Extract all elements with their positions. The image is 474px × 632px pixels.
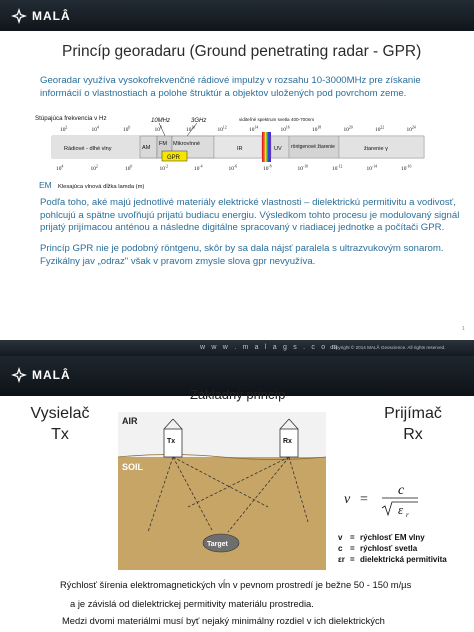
wavelength-tick-labels xyxy=(56,165,412,173)
svg-text:r: r xyxy=(406,511,409,519)
freq-tick: $10^8$ xyxy=(154,125,162,133)
band-gamma: žiarenie γ xyxy=(364,146,388,152)
transmitter-title: Vysielač xyxy=(30,405,90,422)
legend-eq: = xyxy=(350,533,355,542)
logo-emblem-icon xyxy=(10,366,28,384)
materials-paragraph: Podľa toho, aké majú jednotlivé materiály elektrické vlastnosti – dielektrickú permitivitu a vodivosť, pohlcujú a spätne uvoľňujú prijatú budiacu energiu. Výsledkom tohto procesu je modulovaný signál prijatý prijímacou anténou a následne digitálne spracovaný v riadiacej jednotke a počítači GPR. xyxy=(40,197,460,234)
freq-tick-labels xyxy=(60,126,416,134)
intro-paragraph: Georadar využíva vysokofrekvenčné rádiové impulzy v rozsahu 10-3000MHz pre získanie informácií o vlastnostiach a polohe štruktúr a objektov uložených pod povrchom zeme. xyxy=(40,75,421,99)
em-label: EM xyxy=(39,180,52,190)
receiver-abbr: Rx xyxy=(403,426,423,443)
wavelength-tick: $10^{-4}$ xyxy=(194,164,203,172)
wavelength-tick: $10^{-14}$ xyxy=(366,164,377,172)
legend-row xyxy=(338,543,447,554)
mark-3ghz: 3GHz xyxy=(191,118,207,124)
formula-eq: = xyxy=(360,492,368,507)
legend-row xyxy=(338,554,447,565)
freq-tick: $10^{18}$ xyxy=(312,125,322,133)
permittivity-dependency-text: a je závislá od dielektrickej permitivity materiálu prostredia. xyxy=(70,598,314,609)
receiver-title: Prijímač xyxy=(384,405,442,422)
freq-tick: $10^6$ xyxy=(123,125,131,133)
transmitter-label xyxy=(20,403,100,445)
wavelength-tick: $10^{-16}$ xyxy=(401,164,412,172)
band-xray: röntgenové žiarenie xyxy=(291,144,335,150)
freq-tick: $10^4$ xyxy=(91,125,99,133)
wavelength-tick: $10^2$ xyxy=(90,164,98,172)
legend-eq: = xyxy=(350,544,355,553)
legend-symbol: v xyxy=(338,533,343,542)
mala-logo-2 xyxy=(10,366,71,384)
air-label: AIR xyxy=(122,416,138,426)
formula-legend xyxy=(338,532,447,565)
top-bar xyxy=(0,0,474,31)
mark-10mhz: 10MHz xyxy=(151,118,171,124)
tx-antenna-label: Tx xyxy=(167,438,176,445)
receiver-label xyxy=(368,403,458,445)
transmitter-abbr: Tx xyxy=(51,426,69,443)
visible-spectrum-label: viditeľné spektrum svetla 400-700nm xyxy=(239,117,315,122)
wavelength-tick: $10^0$ xyxy=(125,164,133,172)
freq-tick: $10^{24}$ xyxy=(406,125,416,133)
materials-difference-text: Medzi dvomi materiálmi musí byť nejaký minimálny rozdiel v ich dielektrických xyxy=(62,615,385,626)
wavelength-tick: $10^{-12}$ xyxy=(332,164,343,172)
page-number: 1 xyxy=(462,326,465,332)
band-radio: Rádiové - dlhé vlny xyxy=(64,146,112,152)
freq-tick: $10^{16}$ xyxy=(280,125,290,133)
logo-emblem-icon xyxy=(10,7,28,25)
footer-url: w w w . m a l a g s . c o m xyxy=(200,344,340,351)
visible-spectrum-strip xyxy=(262,132,271,162)
velocity-formula xyxy=(338,478,448,520)
freq-tick: $10^{22}$ xyxy=(375,125,385,133)
wavelength-tick: $10^{-10}$ xyxy=(297,164,308,172)
slide-2-title: Základný princíp xyxy=(190,387,286,402)
freq-label: Stúpajúca frekvencia ν Hz xyxy=(35,115,107,122)
formula-den: ε xyxy=(398,502,404,517)
legend-eq: = xyxy=(350,555,355,564)
gpr-label: GPR xyxy=(167,155,181,161)
freq-tick: $10^{14}$ xyxy=(249,125,259,133)
band-uv: UV xyxy=(274,146,282,152)
formula-lhs: v xyxy=(344,492,351,507)
legend-desc: dielektrická permitivita xyxy=(360,555,447,564)
legend-desc: rýchlosť EM vlny xyxy=(360,533,425,542)
band-am: AM xyxy=(142,145,151,151)
freq-tick: $10^{20}$ xyxy=(343,125,353,133)
legend-desc: rýchlosť svetla xyxy=(360,544,418,553)
slide-2 xyxy=(0,340,474,632)
em-spectrum-figure xyxy=(34,112,434,194)
gpr-diagram xyxy=(118,412,326,570)
slide-1-title: Princíp georadaru (Ground penetrating radar - GPR) xyxy=(62,43,422,60)
soil-layer xyxy=(118,457,326,570)
wavelength-tick: $10^4$ xyxy=(56,164,64,172)
band-microwave: Mikrovlnné xyxy=(173,141,201,147)
formula-num: c xyxy=(398,483,405,498)
wavelength-label: Klesajúca vlnová dĺžka lamda (m) xyxy=(58,184,145,190)
velocity-range-text: Rýchlosť šírenia elektromagnetických vĺn v pevnom prostredí je bežne 50 - 150 m/µs xyxy=(60,579,412,590)
wavelength-tick: $10^{-8}$ xyxy=(263,164,272,172)
freq-tick: $10^2$ xyxy=(60,125,68,133)
band-ir: IR xyxy=(237,146,243,152)
mala-logo xyxy=(10,7,71,25)
footer-copyright: Copyright © 2014 MALÅ Geoscience. All rights reserved. xyxy=(330,345,446,350)
freq-tick: $10^{10}$ xyxy=(186,125,196,133)
logo-text: MALÂ xyxy=(32,9,71,23)
footer-bar xyxy=(0,340,474,356)
target-label: Target xyxy=(207,541,228,548)
legend-symbol: c xyxy=(338,544,343,553)
legend-row xyxy=(338,532,447,543)
legend-symbol: εr xyxy=(338,555,345,564)
wavelength-tick: $10^{-2}$ xyxy=(159,164,169,172)
freq-tick: $10^{12}$ xyxy=(217,125,227,133)
rx-antenna-label: Rx xyxy=(283,438,292,445)
band-fm: FM xyxy=(159,141,168,147)
wavelength-tick: $10^{-6}$ xyxy=(228,164,238,172)
logo-text-2: MALÂ xyxy=(32,368,71,382)
soil-label: SOIL xyxy=(122,462,144,472)
principle-paragraph: Princíp GPR nie je podobný röntgenu, skôr by sa dala nájsť paralela s ultrazvukovým sonarom. Fyzikálny jav „odraz" však v pravom zmysle slova gpr nevyužíva. xyxy=(40,243,444,267)
